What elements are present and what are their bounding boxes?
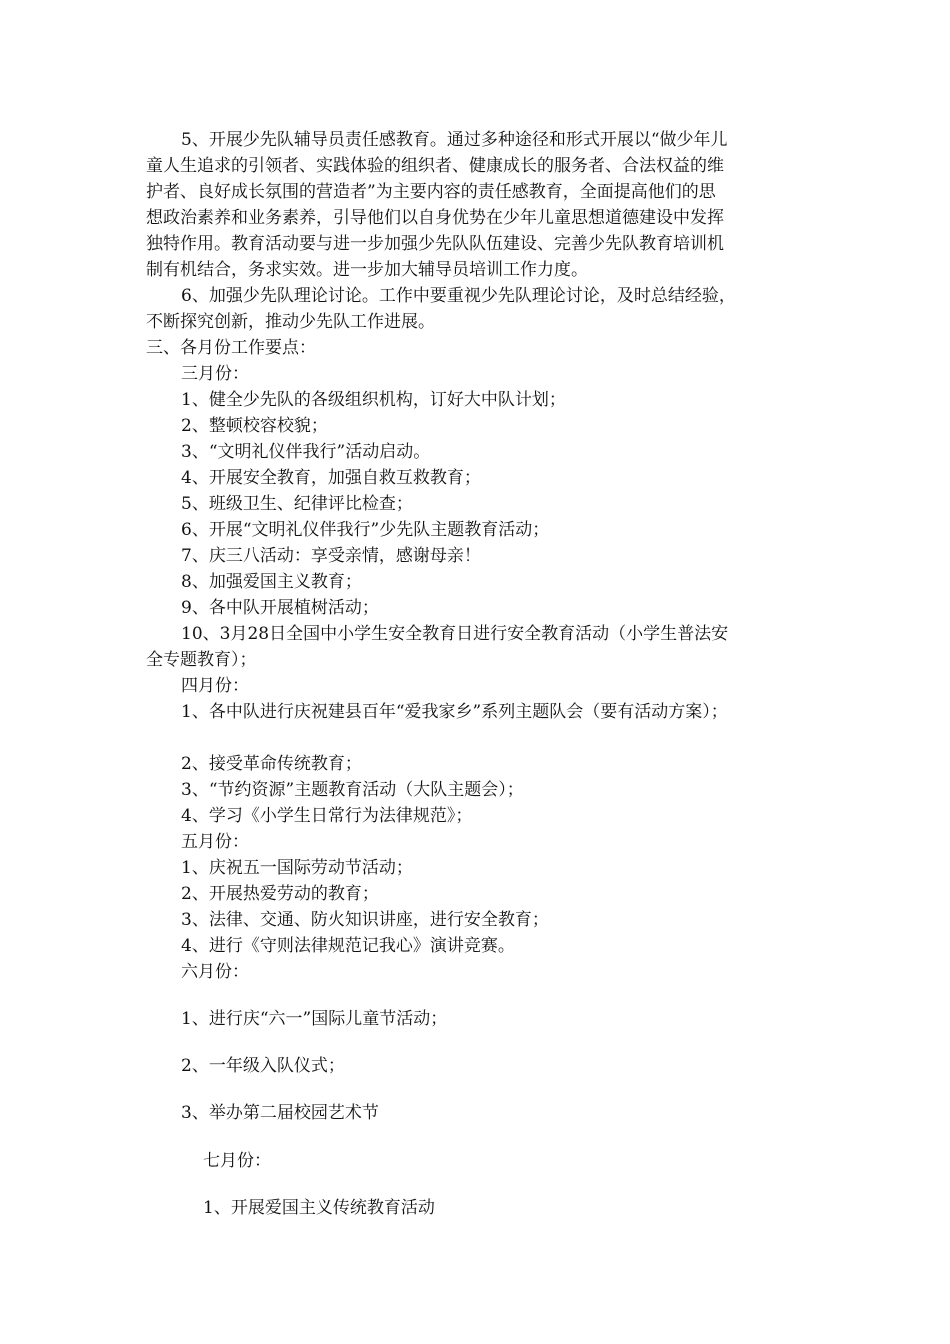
april-item-4: 4、学习《小学生日常行为法律规范》； [181,806,473,826]
march-item-9: 9、各中队开展植树活动； [181,598,379,618]
april-title: 四月份： [181,676,249,696]
march-item-3: 3、“文明礼仪伴我行”活动启动。 [181,442,431,462]
march-title: 三月份： [181,364,249,384]
march-item-8: 8、加强爱国主义教育； [181,572,362,592]
paragraph-5-line-3: 护者、良好成长氛围的营造者”为主要内容的责任感教育，全面提高他们的思 [146,182,716,202]
paragraph-5-line-1: 5、开展少先队辅导员责任感教育。通过多种途径和形式开展以“做少年儿 [181,130,728,150]
may-item-2: 2、开展热爱劳动的教育； [181,884,379,904]
march-item-2: 2、整顿校容校貌； [181,416,328,436]
march-item-10-line-2: 全专题教育）； [146,650,257,670]
july-item-1: 1、开展爱国主义传统教育活动 [203,1198,435,1218]
paragraph-6-line-2: 不断探究创新，推动少先队工作进展。 [146,312,435,332]
may-item-4: 4、进行《守则法律规范记我心》演讲竞赛。 [181,936,515,956]
april-item-1: 1、各中队进行庆祝建县百年“爱我家乡”系列主题队会（要有活动方案）； [181,702,728,722]
paragraph-5-line-6: 制有机结合，务求实效。进一步加大辅导员培训工作力度。 [146,260,588,280]
april-item-2: 2、接受革命传统教育； [181,754,362,774]
march-item-6: 6、开展“文明礼仪伴我行”少先队主题教育活动； [181,520,550,540]
march-item-5: 5、班级卫生、纪律评比检查； [181,494,413,514]
paragraph-6-line-1: 6、加强少先队理论讨论。工作中要重视少先队理论讨论，及时总结经验， [181,286,736,306]
may-item-3: 3、法律、交通、防火知识讲座，进行安全教育； [181,910,549,930]
paragraph-5-line-5: 独特作用。教育活动要与进一步加强少先队队伍建设、完善少先队教育培训机 [146,234,724,254]
june-item-3: 3、举办第二届校园艺术节 [181,1103,379,1123]
may-item-1: 1、庆祝五一国际劳动节活动； [181,858,413,878]
march-item-4: 4、开展安全教育，加强自救互救教育； [181,468,481,488]
section-3-heading: 三、各月份工作要点： [146,338,316,358]
march-item-7: 7、庆三八活动：享受亲情，感谢母亲！ [181,546,481,566]
july-title: 七月份： [203,1151,271,1171]
june-item-1: 1、进行庆“六一”国际儿童节活动； [181,1009,448,1029]
june-item-2: 2、一年级入队仪式； [181,1056,345,1076]
march-item-10-line-1: 10、3月28日全国中小学生安全教育日进行安全教育活动（小学生普法安 [181,624,729,644]
june-title: 六月份： [181,962,249,982]
paragraph-5-line-2: 童人生追求的引领者、实践体验的组织者、健康成长的服务者、合法权益的维 [146,156,724,176]
paragraph-5-line-4: 想政治素养和业务素养，引导他们以自身优势在少年儿童思想道德建设中发挥 [146,208,724,228]
april-item-3: 3、“节约资源”主题教育活动（大队主题会）； [181,780,524,800]
march-item-1: 1、健全少先队的各级组织机构，订好大中队计划； [181,390,566,410]
may-title: 五月份： [181,832,249,852]
